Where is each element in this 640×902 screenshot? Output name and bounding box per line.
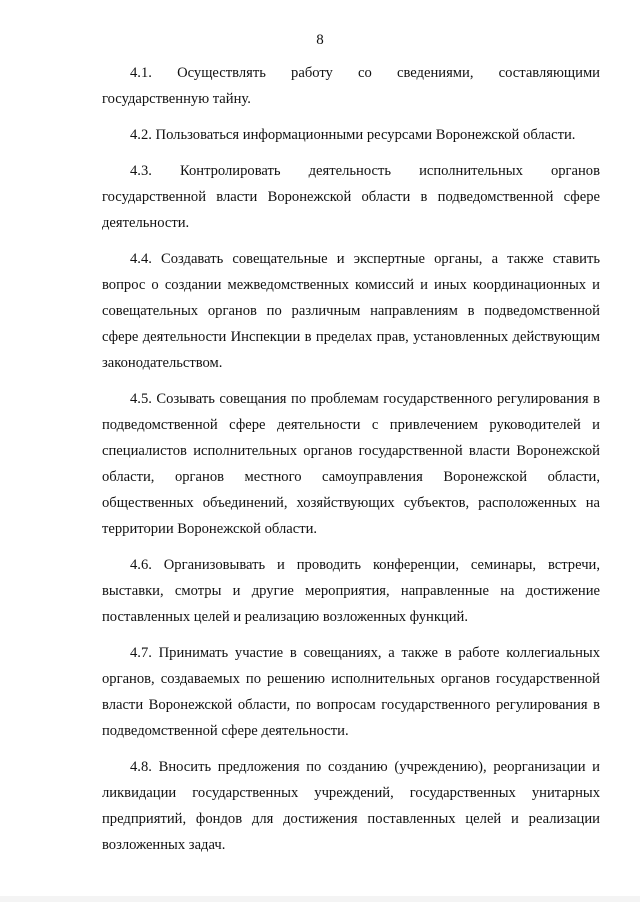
paragraph-4-6: 4.6. Организовывать и проводить конференции, семинары, встречи, выставки, смотры и другие мероприятия, направленные на достижение поставленных целей и реализацию возложенных функций. — [102, 557, 600, 625]
paragraph-4-1: 4.1. Осуществлять работу со сведениями, составляющими государственную тайну. — [102, 65, 600, 107]
paragraph-4-8: 4.8. Вносить предложения по созданию (учреждению), реорганизации и ликвидации государственных учреждений, государственных унитарных предприятий, фондов для достижения поставленных целей и реализации возложенных задач. — [102, 759, 600, 853]
paragraph-4-7: 4.7. Принимать участие в совещаниях, а также в работе коллегиальных органов, создаваемых по решению исполнительных органов государственной власти Воронежской области, по вопросам государственного регулирования в подведомственной сфере деятельности. — [102, 645, 600, 739]
paragraph-4-5: 4.5. Созывать совещания по проблемам государственного регулирования в подведомственной сфере деятельности с привлечением руководителей и специалистов исполнительных органов государственной власти Воронежской области, органов местного самоуправления Воронежской области, общественных объединений, хозяйствующих субъектов, расположенных на территории Воронежской области. — [102, 391, 600, 537]
paragraph-4-4: 4.4. Создавать совещательные и экспертные органы, а также ставить вопрос о создании межведомственных комиссий и иных координационных и совещательных органов по различным направлениям в подведомственной сфере деятельности Инспекции в пределах прав, установленных действующим законодательством. — [102, 251, 600, 371]
paragraph-4-2: 4.2. Пользоваться информационными ресурсами Воронежской области. — [130, 127, 576, 143]
paragraph-4-3: 4.3. Контролировать деятельность исполнительных органов государственной власти Воронежской области в подведомственной сфере деятельности. — [102, 163, 600, 231]
page-bottom-edge — [0, 896, 640, 902]
page-number: 8 — [316, 32, 324, 48]
document-body — [102, 60, 600, 868]
